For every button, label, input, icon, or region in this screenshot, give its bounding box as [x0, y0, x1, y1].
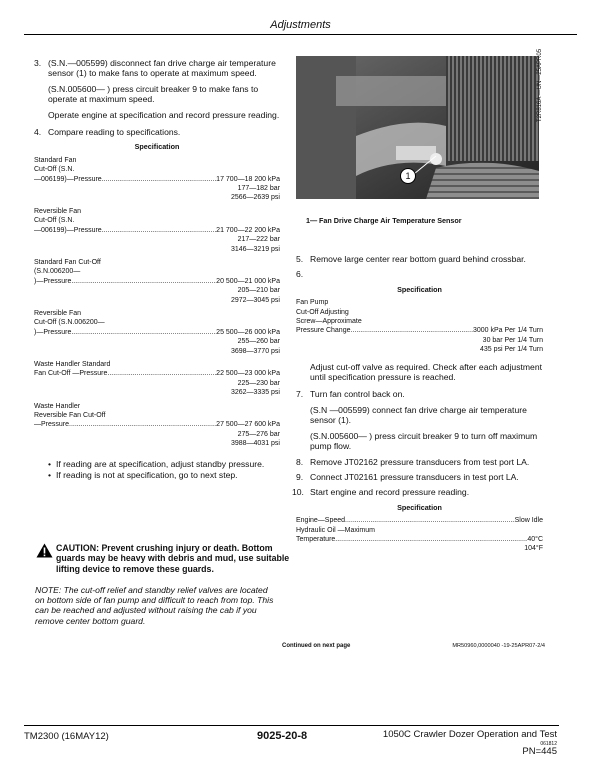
spec-row: [34, 369, 280, 378]
caution-text: CAUTION: Prevent crushing injury or death. Bottom guards may be heavy with debris and mud, use suitable lifting device to remove these guards.: [56, 543, 290, 574]
spec-value: 40°C: [527, 535, 543, 543]
continued-text: Continued on next page: [282, 643, 351, 649]
spec-row: [296, 516, 543, 525]
photo-caption: [306, 216, 479, 225]
bullet-item: [34, 459, 280, 469]
caption-text: Fan Drive Charge Air Temperature Sensor: [319, 216, 462, 225]
footer-left: TM2300 (16MAY12): [24, 731, 109, 742]
step-10: [292, 487, 543, 498]
step-number: 5.: [296, 254, 304, 264]
continued-label: [282, 643, 350, 649]
step-8: [296, 457, 543, 467]
document-reference: [430, 643, 545, 649]
spec-value: 225—230 bar: [237, 379, 280, 387]
spec-group: [34, 402, 280, 449]
spec-value: 25 500—26 000 kPa: [216, 328, 280, 336]
step-number: 8.: [296, 456, 304, 467]
spec-label: )—Pressure: [34, 277, 72, 285]
spec-label: Engine—Speed: [296, 517, 346, 525]
spec-label: Standard Fan Cut-Off: [34, 258, 101, 266]
spec-value: 3000 kPa Per 1/4 Turn: [472, 327, 543, 335]
bullet-item: [34, 470, 280, 480]
spec-value: 104°F: [524, 545, 543, 553]
caption-number: 1—: [306, 216, 318, 225]
spec-value: 3262—3335 psi: [230, 389, 280, 397]
spec-row: [296, 326, 543, 335]
spec-row: [34, 328, 280, 337]
step-text: (S.N.—005599) disconnect fan drive charge air temperature sensor (1) to make fans to operate at maximum speed.: [48, 58, 276, 79]
step-7-sub-1: (S.N —005599) connect fan drive charge air temperature sensor (1).: [310, 404, 527, 426]
step-5: [296, 254, 543, 264]
photo-id-label: [537, 42, 543, 122]
spec-table: [296, 516, 543, 554]
callout-number: 1: [405, 171, 411, 181]
bullet-icon: •: [48, 470, 52, 481]
spec-row: [34, 277, 280, 286]
spec-label: Reversible Fan: [34, 309, 82, 317]
spec-value: 2972—3045 psi: [230, 296, 280, 304]
step-number: 4.: [34, 127, 42, 138]
spec-title: Specification: [397, 502, 442, 512]
footer-small: 061812: [540, 741, 557, 747]
spec-value: 255—260 bar: [237, 338, 280, 346]
spec-group: [34, 156, 280, 203]
step-text: Start engine and record pressure reading.: [310, 487, 470, 498]
spec-row: [34, 175, 280, 184]
fan-drive-sensor-photo: [296, 56, 539, 199]
spec-value: 20 500—21 000 kPa: [216, 277, 280, 285]
step-number: 6.: [296, 269, 304, 280]
step-text: Remove large center rear bottom guard behind crossbar.: [310, 254, 526, 264]
spec-label: Waste Handler Standard: [34, 360, 111, 368]
bullet-text: If reading are at specification, adjust standby pressure.: [56, 458, 265, 469]
spec-label: Cut-Off (S.N.: [34, 217, 75, 225]
step-text: Remove JT02162 pressure transducers from test port LA.: [310, 456, 530, 467]
spec-value: Slow Idle: [514, 517, 543, 525]
spec-label: —006199)—Pressure: [34, 226, 102, 234]
header-title: Adjustments: [270, 19, 331, 31]
step-3-sub-1: (S.N.005600— ) press circuit breaker 9 to make fans to operate at maximum speed.: [48, 83, 259, 105]
step-3: [34, 58, 280, 79]
right-column: [292, 254, 543, 554]
step-4: [34, 127, 280, 137]
spec-label: Reversible Fan: [34, 207, 82, 215]
footer-center: 9025-20-8: [257, 730, 308, 742]
spec-group: [34, 207, 280, 254]
spec-value: 3698—3770 psi: [230, 347, 280, 355]
spec-label: Cut-Off Adjusting: [296, 308, 349, 316]
spec-label: Cut-Off (S.N.006200—: [34, 319, 105, 327]
spec-label: (S.N.006200—: [34, 268, 81, 276]
note-block: [35, 585, 275, 626]
spec-label: Cut-Off (S.N.: [34, 166, 75, 174]
spec-row: [296, 535, 543, 544]
spec-value: 177—182 bar: [237, 185, 280, 193]
spec-label: Hydraulic Oil —Maximum: [296, 526, 375, 534]
spec-table: [296, 298, 543, 354]
step-3-sub-2: Operate engine at specification and record pressure reading.: [48, 109, 280, 120]
step-text: Connect JT02161 pressure transducers in test port LA.: [310, 471, 519, 482]
spec-title: Specification: [397, 284, 442, 294]
spec-group: [34, 258, 280, 305]
spec-label: —006199)—Pressure: [34, 175, 102, 183]
left-column: [34, 58, 280, 481]
step-number: 3.: [34, 58, 42, 68]
spec-value: 2566—2639 psi: [230, 194, 280, 202]
page-number: PN=445: [522, 746, 557, 757]
spec-group: [34, 309, 280, 356]
bullet-icon: •: [48, 458, 52, 469]
spec-label: —Pressure: [34, 421, 70, 429]
spec-value: 3146—3219 psi: [230, 245, 280, 253]
spec-value: 217—222 bar: [237, 236, 280, 244]
warning-triangle-icon: [36, 543, 53, 560]
step-9: [296, 472, 543, 482]
spec-label: Pressure Change: [296, 327, 351, 335]
spec-value: 22 500—23 000 kPa: [216, 370, 280, 378]
step-6: [296, 269, 543, 279]
step-number: 10.: [292, 487, 304, 498]
spec-label: Fan Cut-Off —Pressure: [34, 370, 108, 378]
spec-label: Screw—Approximate: [296, 318, 362, 326]
spec-row: [34, 420, 280, 429]
footer-right: 1050C Crawler Dozer Operation and Test: [382, 729, 557, 740]
spec-label: Standard Fan: [34, 156, 77, 164]
step-text: Turn fan control back on.: [310, 389, 405, 400]
spec-title: Specification: [134, 142, 180, 152]
spec-table: [34, 156, 280, 449]
spec-label: Reversible Fan Cut-Off: [34, 412, 106, 419]
spec-label: Fan Pump: [296, 299, 329, 307]
caution-block: [36, 543, 302, 574]
step-number: 7.: [296, 389, 304, 400]
step-text: Compare reading to specifications.: [48, 127, 181, 138]
spec-value: 205—210 bar: [237, 287, 280, 295]
spec-label: Temperature: [296, 535, 336, 543]
note-text: NOTE: The cut-off relief and standby relief valves are located on bottom side of fan pump and difficult to reach from top. This can be reached and adjusted without raising the cab if you remove center bottom guard.: [35, 585, 274, 626]
bullet-text: If reading is not at specification, go to next step.: [56, 470, 238, 481]
spec-group: [34, 360, 280, 398]
spec-value: 435 psi Per 1/4 Turn: [479, 346, 543, 354]
step-6-after: Adjust cut-off valve as required. Check after each adjustment until specification pressure is reached.: [310, 361, 542, 383]
page-header: [24, 16, 577, 35]
spec-value: 27 500—27 600 kPa: [216, 421, 280, 429]
doc-ref-text: MR50960,0000040 -19-25APR07-2/4: [452, 643, 545, 649]
spec-value: 3988—4031 psi: [230, 440, 280, 448]
step-7-sub-2: (S.N.005600— ) press circuit breaker 9 to turn off maximum pump flow.: [310, 430, 538, 452]
step-7: [296, 389, 543, 399]
spec-value: 30 bar Per 1/4 Turn: [482, 336, 543, 344]
spec-value: 275—276 bar: [237, 430, 280, 438]
spec-value: 17 700—18 200 kPa: [216, 175, 280, 183]
step-number: 9.: [296, 471, 304, 482]
spec-label: )—Pressure: [34, 328, 72, 336]
callout-1: [400, 168, 416, 184]
footer-rule: [24, 725, 559, 726]
spec-row: [34, 226, 280, 235]
spec-value: 21 700—22 200 kPa: [216, 226, 280, 234]
spec-label: Waste Handler: [34, 402, 81, 410]
photo-id-text: T2R816A —UN—25APR05: [537, 48, 543, 122]
